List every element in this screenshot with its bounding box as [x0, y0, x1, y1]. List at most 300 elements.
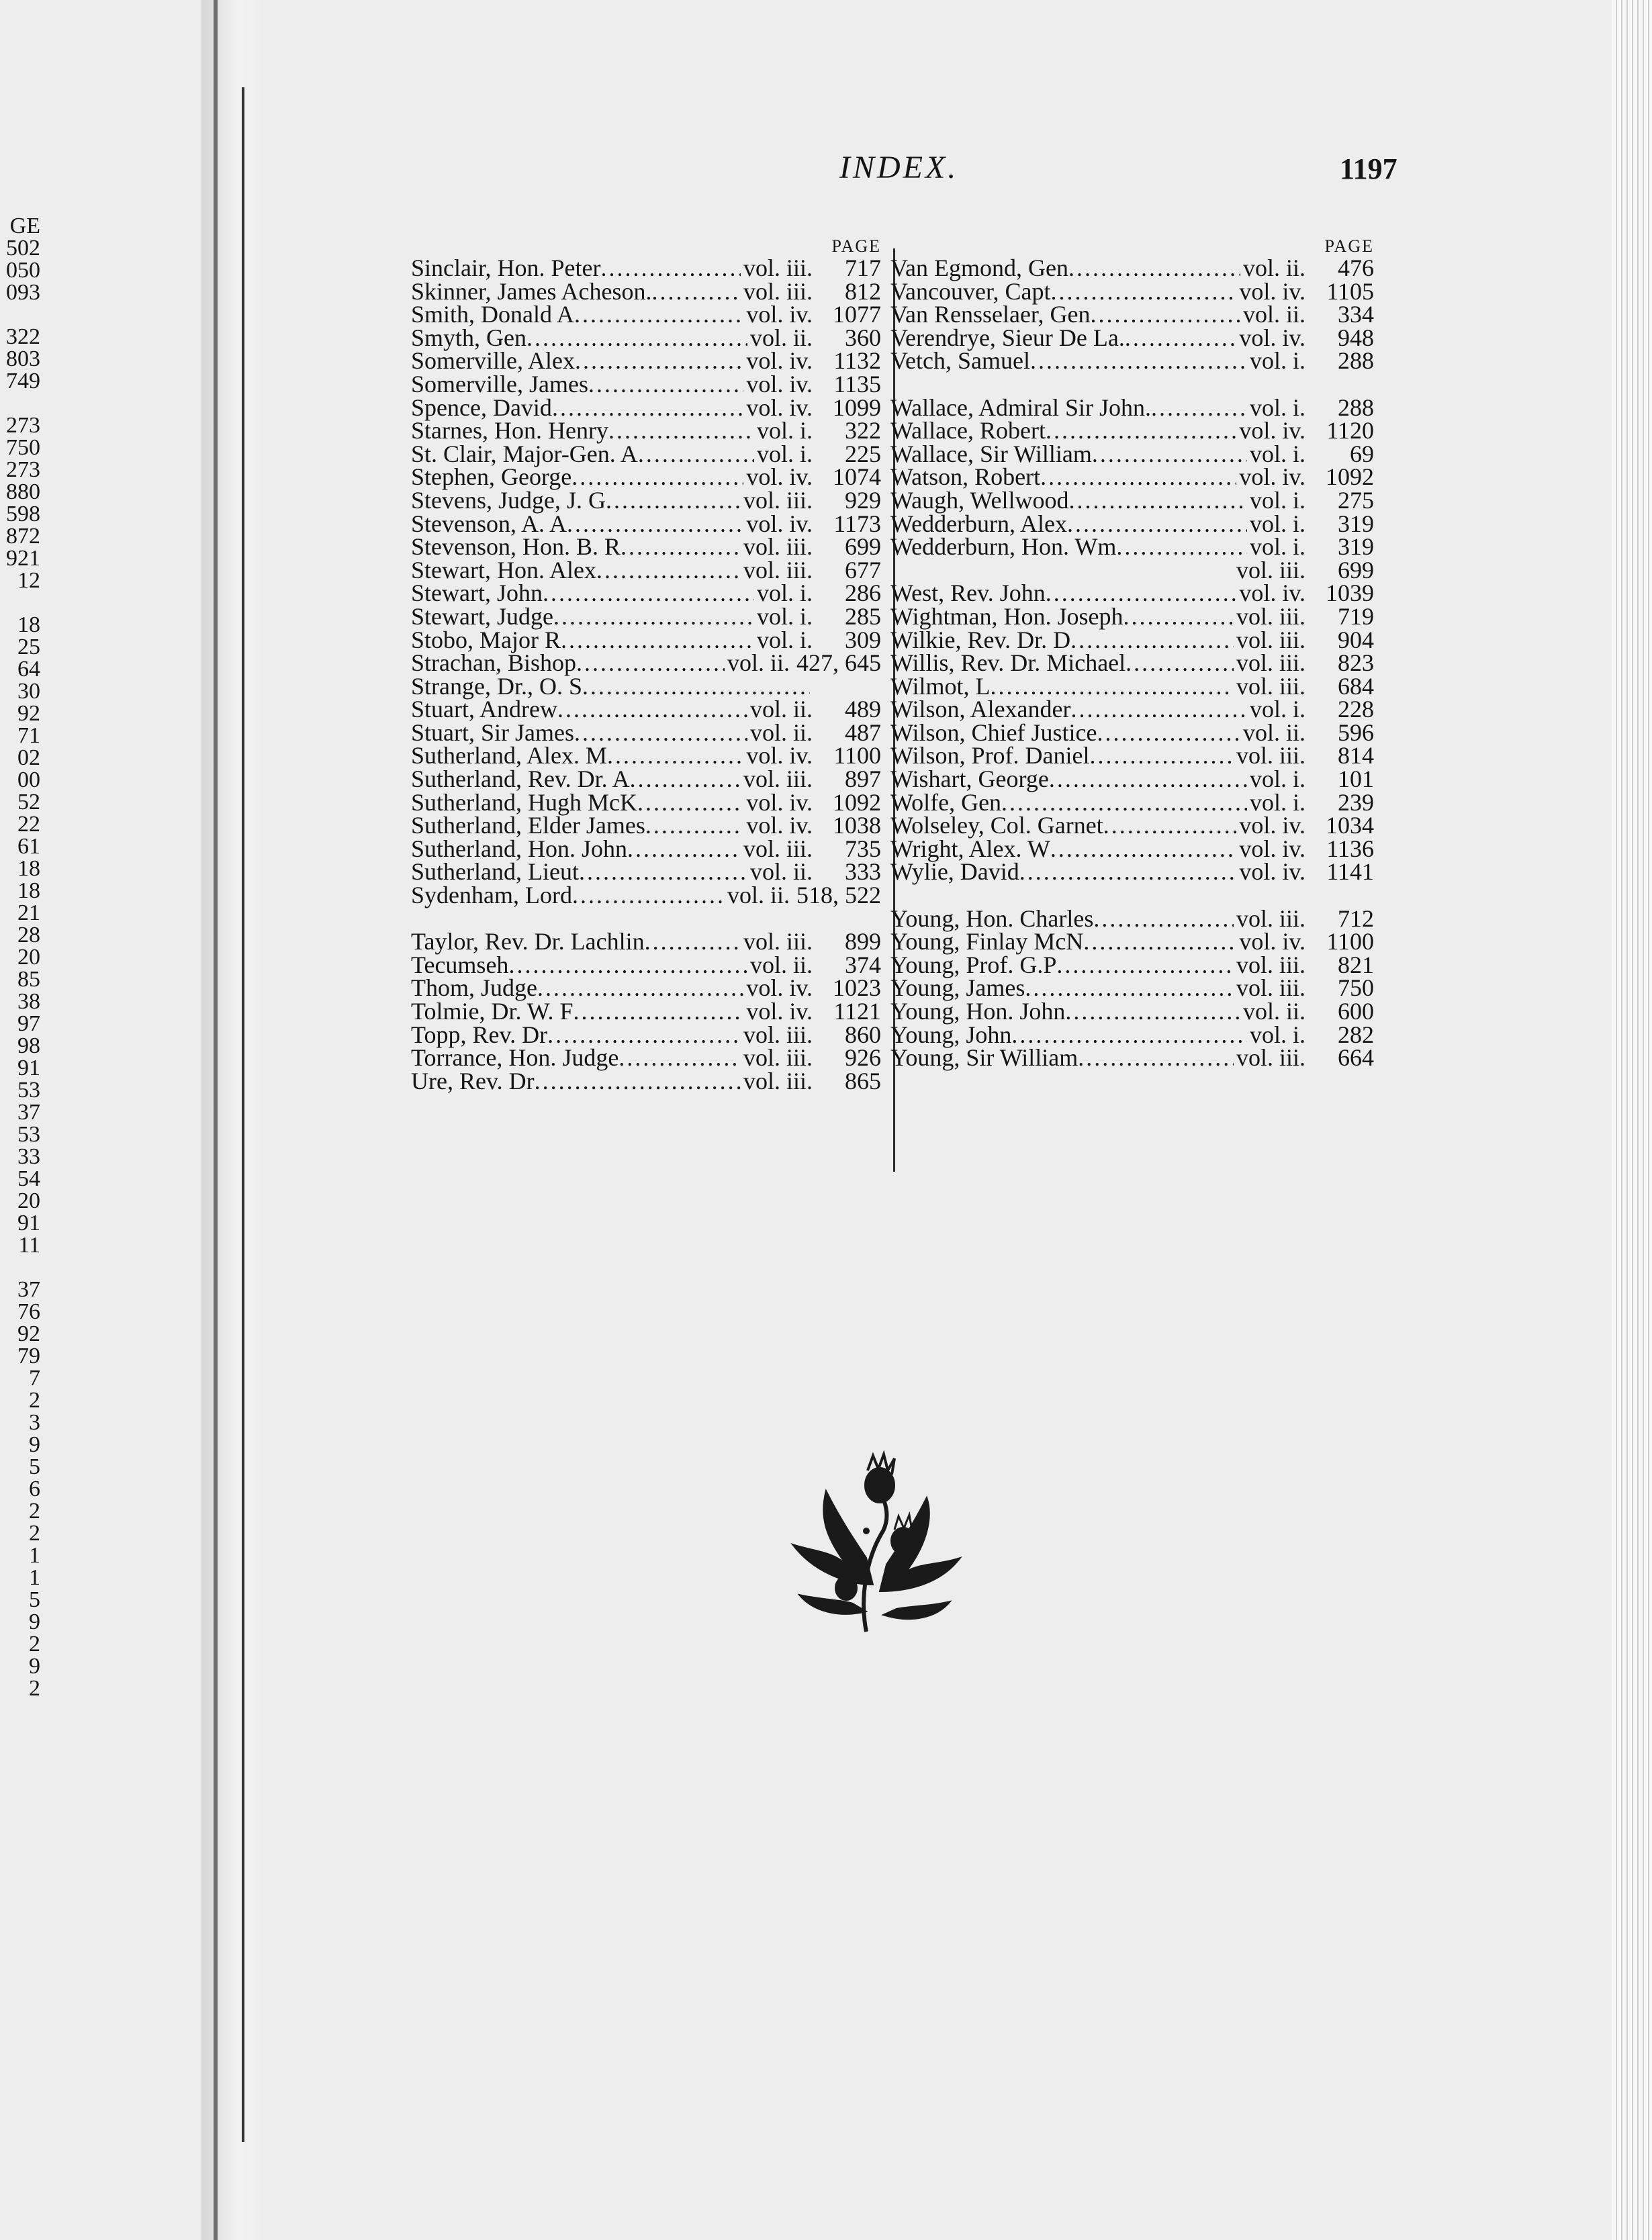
- entry-volume: vol. iv.: [1239, 812, 1305, 839]
- entry-volume: vol. iii.: [743, 928, 813, 955]
- entry-volume: vol. iii.: [743, 1067, 813, 1094]
- facing-page-number: GE: [9, 215, 40, 237]
- entry-name: Sydenham, Lord: [411, 882, 572, 909]
- facing-page-number: 02: [17, 747, 40, 769]
- leader-dots: [1046, 419, 1236, 442]
- facing-page-number: 9: [29, 1611, 40, 1633]
- entry-volume: vol. i.: [756, 440, 813, 467]
- page-number: 1197: [1340, 152, 1397, 185]
- index-entry: [890, 837, 1374, 861]
- entry-name: Wilson, Prof. Daniel: [890, 742, 1090, 769]
- entry-name: West, Rev. John: [890, 579, 1046, 607]
- index-entry: [411, 556, 881, 584]
- leader-dots: [1030, 349, 1247, 373]
- entry-name: Verendrye, Sieur De La.: [890, 324, 1125, 351]
- facing-page-number: 61: [17, 835, 40, 857]
- entry-page: 288: [1338, 347, 1374, 375]
- leader-dots: [573, 1000, 744, 1023]
- facing-page-number: 28: [17, 924, 40, 946]
- leader-dots: [1067, 512, 1247, 536]
- entry-volume: vol. iv.: [746, 788, 813, 816]
- facing-page-number: 97: [17, 1013, 40, 1035]
- facing-page-number: 7: [29, 1367, 40, 1389]
- leader-dots: [1046, 581, 1237, 605]
- entry-name: Stephen, George: [411, 463, 572, 491]
- entry-page: 664: [1338, 1044, 1374, 1072]
- entry-name: Sutherland, Alex. M: [411, 742, 607, 769]
- leader-dots: [537, 976, 743, 1000]
- index-column-left: [411, 236, 881, 1092]
- index-entry: [411, 602, 881, 630]
- entry-name: Van Egmond, Gen: [890, 254, 1068, 281]
- entry-name: Willis, Rev. Dr. Michael: [890, 649, 1126, 677]
- facing-page-number: 79: [17, 1345, 40, 1367]
- leader-dots: [621, 535, 741, 559]
- leader-dots: [582, 675, 810, 698]
- page-column-label: PAGE: [831, 236, 881, 256]
- facing-page-number: 37: [17, 1101, 40, 1123]
- index-entry: [411, 1067, 881, 1094]
- facing-page-number: 53: [17, 1123, 40, 1146]
- group-spacer: [890, 884, 1374, 907]
- index-entry: [890, 349, 1374, 373]
- entry-volume: vol. iv.: [1239, 858, 1305, 886]
- facing-page-number: 00: [17, 769, 40, 791]
- facing-page-number: 37: [17, 1278, 40, 1301]
- facing-page-number: 2: [29, 1522, 40, 1544]
- entry-volume: vol. iv.: [746, 974, 813, 1002]
- leader-dots: [1090, 744, 1234, 767]
- leader-dots: [1019, 860, 1237, 884]
- leader-dots: [508, 953, 747, 977]
- facing-page-number: 92: [17, 1323, 40, 1345]
- index-entry: [411, 884, 881, 907]
- index-entry: [890, 303, 1374, 326]
- thistle-ornament-icon: [766, 1450, 980, 1638]
- entry-page: 319: [1338, 510, 1374, 537]
- leader-dots: [575, 349, 743, 373]
- index-entry: [411, 718, 881, 746]
- entry-volume: vol. iv.: [746, 510, 813, 537]
- facing-page-number: 91: [17, 1212, 40, 1234]
- facing-page-number: 71: [17, 725, 40, 747]
- index-entry: [890, 698, 1374, 721]
- entry-page: 1100: [1326, 928, 1374, 955]
- facing-page-number: 598: [6, 503, 40, 525]
- entry-volume: vol. ii.: [749, 718, 813, 746]
- entry-volume: vol. iii.: [743, 835, 813, 862]
- leader-dots: [1092, 442, 1247, 466]
- leader-dots: [1123, 605, 1234, 628]
- entry-volume: vol. ii.: [1242, 301, 1305, 328]
- index-entry: [411, 744, 881, 767]
- index-entry: [411, 1000, 881, 1023]
- entry-volume: vol. i.: [1249, 1021, 1305, 1048]
- leader-dots: [526, 326, 747, 350]
- entry-name: Stewart, Judge: [411, 602, 553, 630]
- entry-page: 1074: [833, 463, 881, 491]
- index-entry: [890, 393, 1374, 421]
- group-spacer: [890, 373, 1374, 396]
- entry-page: 1038: [833, 812, 881, 839]
- facing-page-number: 25: [17, 636, 40, 658]
- entry-volume: vol. ii.: [749, 324, 813, 351]
- entry-name: Strachan, Bishop: [411, 649, 576, 677]
- entry-page: 812: [845, 277, 881, 305]
- entry-volume: vol. iii.: [1236, 742, 1305, 769]
- index-entry: [411, 1046, 881, 1070]
- entry-volume: vol. i.: [1249, 788, 1305, 816]
- entry-volume: vol. i.: [1249, 696, 1305, 723]
- entry-page: 926: [845, 1044, 881, 1072]
- entry-page: 1034: [1326, 812, 1374, 839]
- index-entry: [411, 860, 881, 884]
- entry-name: Stevens, Judge, J. G: [411, 486, 606, 514]
- entry-volume: vol. iii.: [743, 765, 813, 793]
- entry-page: 897: [845, 765, 881, 793]
- entry-volume: vol. iii.: [1236, 602, 1305, 630]
- entry-page: 677: [845, 556, 881, 584]
- facing-page-fragment: [0, 215, 40, 1699]
- index-entry: [411, 651, 881, 675]
- entry-name: Wright, Alex. W: [890, 835, 1050, 862]
- leader-dots: [1050, 837, 1236, 861]
- index-entry: [890, 256, 1374, 280]
- group-spacer: [411, 907, 881, 931]
- facing-page-number: 52: [17, 791, 40, 813]
- facing-page-number: 18: [17, 857, 40, 880]
- entry-page: 322: [845, 417, 881, 445]
- index-entry: [890, 535, 1374, 559]
- entry-page: 719: [1338, 602, 1374, 630]
- index-entry: [411, 628, 881, 652]
- entry-name: Sutherland, Lieut: [411, 858, 579, 886]
- index-entry: [411, 349, 881, 373]
- facing-page-number: 9: [29, 1655, 40, 1677]
- index-entry: [890, 744, 1374, 767]
- entry-name: Stuart, Andrew: [411, 696, 557, 723]
- facing-page-number: 21: [17, 902, 40, 924]
- leader-dots: [1070, 628, 1234, 652]
- leader-dots: [561, 628, 754, 652]
- index-entry: [890, 860, 1374, 884]
- facing-page-number: 750: [6, 436, 40, 459]
- entry-name: Vetch, Samuel: [890, 347, 1030, 375]
- facing-page-number: 30: [17, 680, 40, 702]
- entry-page: 1136: [1326, 835, 1374, 862]
- entry-volume: vol. iv.: [1239, 835, 1305, 862]
- index-entry: [890, 581, 1374, 605]
- entry-name: Wedderburn, Alex: [890, 510, 1068, 537]
- facing-page-number: 2: [29, 1677, 40, 1699]
- entry-volume: vol. i.: [1249, 347, 1305, 375]
- entry-volume: vol. iii.: [1236, 626, 1305, 653]
- facing-page-number: 9: [29, 1434, 40, 1456]
- entry-page: 814: [1338, 742, 1374, 769]
- entry-volume: vol. ii.: [727, 649, 790, 677]
- entry-name: Wilson, Chief Justice: [890, 718, 1097, 746]
- leader-dots: [574, 303, 743, 326]
- facing-page-number: 91: [17, 1057, 40, 1079]
- leader-dots: [638, 442, 754, 466]
- leader-dots: [608, 419, 754, 442]
- entry-volume: vol. iv.: [746, 742, 813, 769]
- index-entry: [411, 486, 881, 514]
- entry-page: 1132: [833, 347, 881, 375]
- index-entry: [890, 672, 1374, 700]
- leader-dots: [1065, 1000, 1240, 1023]
- running-title: INDEX.: [839, 150, 959, 185]
- inner-margin-rule: [242, 87, 244, 2142]
- index-entry: [411, 277, 881, 305]
- entry-name: Sutherland, Hon. John: [411, 835, 627, 862]
- entry-page: 518, 522: [796, 882, 881, 909]
- entry-page: 1120: [1326, 417, 1374, 445]
- entry-volume: vol. iii.: [743, 254, 813, 281]
- entry-volume: vol. iii.: [1236, 1044, 1305, 1072]
- index-entry: [411, 393, 881, 421]
- entry-page: 275: [1338, 486, 1374, 514]
- entry-volume: vol. i.: [1249, 533, 1305, 561]
- leader-dots: [576, 651, 725, 675]
- entry-name: Wallace, Sir William: [890, 440, 1092, 467]
- facing-page-number: 880: [6, 481, 40, 503]
- entry-volume: vol. ii.: [749, 696, 813, 723]
- entry-name: Starnes, Hon. Henry: [411, 417, 608, 445]
- facing-page-number: [0, 592, 40, 614]
- leader-dots: [618, 1046, 741, 1070]
- index-entry: [411, 953, 881, 977]
- leader-dots: [596, 559, 741, 582]
- index-entry: [890, 442, 1374, 466]
- entry-name: Tecumseh: [411, 951, 509, 978]
- index-entry: [411, 581, 881, 605]
- entry-page: 1092: [833, 788, 881, 816]
- entry-page: 929: [845, 486, 881, 514]
- entry-name: Stobo, Major R: [411, 626, 561, 653]
- entry-name: Skinner, James Acheson.: [411, 277, 652, 305]
- entry-name: Stevenson, Hon. B. R: [411, 533, 621, 561]
- entry-page: 712: [1338, 904, 1374, 932]
- entry-name: St. Clair, Major-Gen. A: [411, 440, 638, 467]
- entry-volume: vol. iv.: [746, 812, 813, 839]
- entry-page: 228: [1338, 696, 1374, 723]
- facing-page-number: 85: [17, 968, 40, 990]
- entry-page: 1135: [833, 370, 881, 398]
- leader-dots: [991, 675, 1234, 698]
- facing-page-number: 64: [17, 658, 40, 680]
- entry-name: Taylor, Rev. Dr. Lachlin: [411, 928, 645, 955]
- facing-page-number: 921: [6, 547, 40, 569]
- entry-page: 596: [1338, 718, 1374, 746]
- entry-name: Young, Hon. Charles: [890, 904, 1094, 932]
- leader-dots: [1078, 1046, 1234, 1070]
- entry-volume: vol. iii.: [1236, 672, 1305, 700]
- entry-name: Thom, Judge: [411, 974, 537, 1002]
- entry-name: Somerville, Alex: [411, 347, 575, 375]
- facing-page-number: 1: [29, 1544, 40, 1567]
- facing-page-number: 273: [6, 414, 40, 436]
- facing-page-number: 12: [17, 569, 40, 592]
- facing-page-number: 98: [17, 1035, 40, 1057]
- entry-page: 1092: [1326, 463, 1374, 491]
- leader-dots: [645, 814, 743, 837]
- index-entry: [890, 465, 1374, 489]
- entry-page: 239: [1338, 788, 1374, 816]
- entry-page: 334: [1338, 301, 1374, 328]
- entry-page: 1039: [1326, 579, 1374, 607]
- leader-dots: [567, 512, 743, 536]
- leader-dots: [1056, 953, 1234, 977]
- facing-page-number: 5: [29, 1589, 40, 1611]
- leader-dots: [588, 373, 743, 396]
- index-entry: [411, 698, 881, 721]
- entry-page: 309: [845, 626, 881, 653]
- facing-page-number: 22: [17, 813, 40, 835]
- facing-page-number: 273: [6, 459, 40, 481]
- entry-volume: vol. i.: [756, 417, 813, 445]
- index-entry: [411, 837, 881, 861]
- index-entry: [890, 486, 1374, 514]
- running-header: [0, 149, 1652, 189]
- entry-name: Young, John: [890, 1021, 1012, 1048]
- index-entry: [890, 277, 1374, 305]
- entry-page: 699: [845, 533, 881, 561]
- entry-page: 1077: [833, 301, 881, 328]
- entry-name: Tolmie, Dr. W. F: [411, 998, 573, 1025]
- facing-page-number: 3: [29, 1411, 40, 1434]
- facing-page-number: 050: [6, 259, 40, 281]
- entry-volume: vol. iv.: [746, 393, 813, 421]
- index-entry: [411, 512, 881, 536]
- entry-volume: vol. iii.: [1236, 649, 1305, 677]
- entry-volume: vol. ii.: [749, 951, 813, 978]
- entry-name: Smith, Donald A: [411, 301, 575, 328]
- index-column-right: [890, 236, 1374, 1070]
- facing-page-number: 803: [6, 348, 40, 370]
- gutter-shadow: [201, 0, 262, 2240]
- entry-page: 1173: [833, 510, 881, 537]
- entry-page: 865: [845, 1067, 881, 1094]
- entry-volume: vol. iv.: [746, 370, 813, 398]
- entry-volume: vol. ii.: [727, 882, 790, 909]
- entry-page: 899: [845, 928, 881, 955]
- leader-dots: [645, 930, 741, 953]
- entry-name: Sutherland, Elder James: [411, 812, 645, 839]
- leader-dots: [630, 767, 741, 791]
- entry-name: Vancouver, Capt: [890, 277, 1051, 305]
- entry-name: Ure, Rev. Dr: [411, 1067, 535, 1094]
- entry-volume: vol. iii.: [1236, 974, 1305, 1002]
- facing-page-number: 53: [17, 1079, 40, 1101]
- entry-page: 948: [1338, 324, 1374, 351]
- index-entry: [411, 767, 881, 791]
- entry-name: Sinclair, Hon. Peter: [411, 254, 601, 281]
- index-entry: [890, 651, 1374, 675]
- index-entry: [411, 417, 881, 445]
- entry-volume: vol. iii.: [743, 1044, 813, 1072]
- facing-page-number: 749: [6, 370, 40, 392]
- entry-volume: vol. iv.: [746, 998, 813, 1025]
- facing-page-number: 76: [17, 1301, 40, 1323]
- facing-page-number: 5: [29, 1456, 40, 1478]
- entry-name: Wallace, Robert: [890, 417, 1046, 445]
- entry-name: Van Rensselaer, Gen: [890, 301, 1091, 328]
- entry-page: 860: [845, 1021, 881, 1048]
- index-entry: [890, 953, 1374, 977]
- leader-dots: [579, 860, 747, 884]
- entry-volume: vol. i.: [756, 579, 813, 607]
- index-entry: [411, 930, 881, 953]
- leader-dots: [1103, 814, 1237, 837]
- entry-name: Wolseley, Col. Garnet: [890, 812, 1103, 839]
- entry-name: Wightman, Hon. Joseph: [890, 602, 1123, 630]
- leader-dots: [1049, 767, 1247, 791]
- entry-volume: vol. i.: [1249, 440, 1305, 467]
- entry-page: 374: [845, 951, 881, 978]
- entry-volume: vol. iv.: [1239, 417, 1305, 445]
- leader-dots: [1071, 698, 1247, 721]
- leader-dots: [553, 605, 754, 628]
- entry-name: Young, Prof. G.P: [890, 951, 1057, 978]
- entry-volume: vol. i.: [756, 602, 813, 630]
- entry-page: 1100: [833, 742, 881, 769]
- leader-dots: [557, 698, 747, 721]
- entry-name: Watson, Robert: [890, 463, 1041, 491]
- entry-name: Stuart, Sir James: [411, 718, 574, 746]
- leader-dots: [1068, 256, 1240, 280]
- entry-page: 285: [845, 602, 881, 630]
- entry-page: 717: [845, 254, 881, 281]
- entry-page: 69: [1350, 440, 1374, 467]
- index-entry: [411, 976, 881, 1000]
- entry-volume: vol. iii.: [743, 556, 813, 584]
- entry-name: Smyth, Gen: [411, 324, 527, 351]
- leader-dots: [1069, 489, 1247, 512]
- entry-name: Wedderburn, Hon. Wm: [890, 533, 1117, 561]
- entry-name: Young, Sir William: [890, 1044, 1079, 1072]
- entry-page: 750: [1338, 974, 1374, 1002]
- index-entry: [890, 930, 1374, 953]
- facing-page-number: 38: [17, 990, 40, 1013]
- index-entry: [890, 788, 1374, 816]
- facing-page-number: 502: [6, 237, 40, 259]
- page-column-label: PAGE: [1324, 236, 1374, 256]
- index-entry: [411, 256, 881, 280]
- entry-page: 476: [1338, 254, 1374, 281]
- leader-dots: [547, 1023, 741, 1047]
- index-entry: [890, 556, 1374, 584]
- index-entry: [890, 602, 1374, 630]
- index-entry: [890, 1046, 1374, 1070]
- entry-name: Wilson, Alexander: [890, 696, 1071, 723]
- entry-volume: vol. iii.: [1236, 951, 1305, 978]
- entry-volume: vol. i.: [1249, 765, 1305, 793]
- entry-page: 735: [845, 835, 881, 862]
- facing-page-number: 92: [17, 702, 40, 725]
- entry-page: 600: [1338, 998, 1374, 1025]
- entry-page: 821: [1338, 951, 1374, 978]
- index-entry: [411, 326, 881, 350]
- leader-dots: [1151, 396, 1247, 420]
- entry-page: 101: [1338, 765, 1374, 793]
- facing-page-number: 2: [29, 1500, 40, 1522]
- entry-name: Topp, Rev. Dr: [411, 1021, 548, 1048]
- index-entry: [890, 767, 1374, 791]
- entry-page: 904: [1338, 626, 1374, 653]
- leader-dots: [1097, 721, 1240, 745]
- entry-name: Spence, David: [411, 393, 552, 421]
